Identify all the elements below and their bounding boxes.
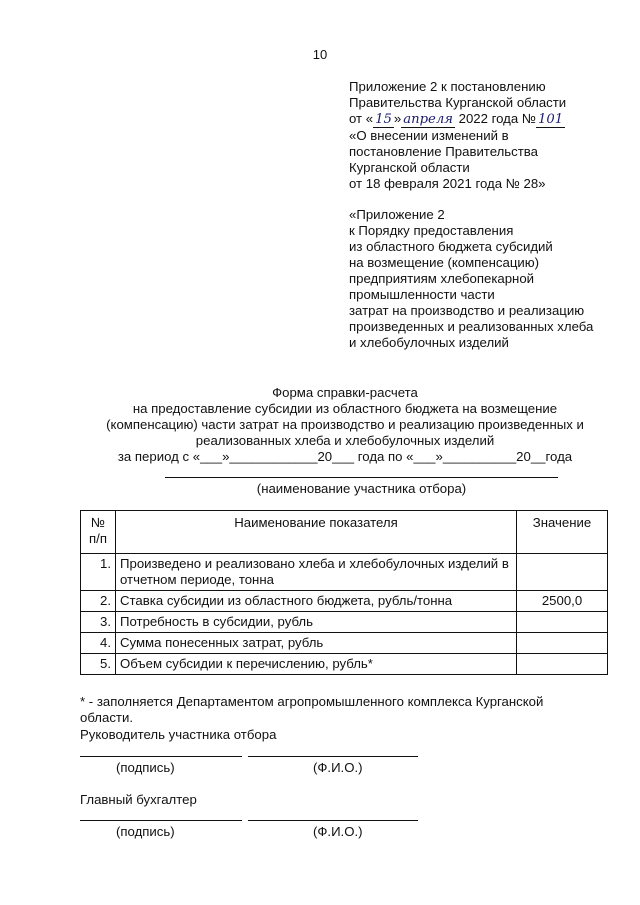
- row-indicator: Объем субсидии к перечислению, рубль*: [116, 654, 517, 675]
- header-indicator-name: Наименование показателя: [116, 511, 517, 554]
- row-indicator: Сумма понесенных затрат, рубль: [116, 633, 517, 654]
- row-value: [517, 612, 608, 633]
- procedure-line: предприятиям хлебопекарной: [349, 271, 535, 286]
- row-value: [517, 554, 608, 591]
- form-title: [80, 385, 610, 449]
- accountant-signature-line: [80, 820, 242, 821]
- head-name-caption: (Ф.И.О.): [313, 760, 363, 775]
- form-title-line: Форма справки-расчета: [272, 385, 418, 400]
- footnote: * - заполняется Департаментом агропромышленного комплекса Курганской: [80, 694, 544, 709]
- row-number: 2.: [81, 591, 116, 612]
- handwritten-number: 101: [538, 112, 564, 127]
- appendix-date-line: от « 15 » апреля 2022 года № 101: [349, 111, 564, 127]
- page-number: 10: [312, 47, 328, 62]
- header-value: Значение: [517, 511, 608, 554]
- footnote-continued: области.: [80, 710, 133, 725]
- row-number: 5.: [81, 654, 116, 675]
- chief-accountant-label: Главный бухгалтер: [80, 792, 197, 807]
- reporting-period: за период с «___»____________20___ года по «___»__________20__года: [117, 449, 573, 464]
- participant-name-caption: (наименование участника отбора): [256, 481, 467, 496]
- appendix-line: Правительства Курганской области: [349, 95, 567, 110]
- form-title-line: реализованных хлеба и хлебобулочных изделий: [195, 433, 495, 448]
- accountant-name-line: [248, 820, 418, 821]
- appendix-header: [349, 79, 634, 192]
- header-number: № п/п: [81, 511, 116, 554]
- table-row: [81, 654, 608, 675]
- procedure-line: из областного бюджета субсидий: [349, 239, 553, 254]
- appendix-line: «О внесении изменений в: [349, 128, 509, 143]
- row-indicator: Потребность в субсидии, рубль: [116, 612, 517, 633]
- row-indicator: Произведено и реализовано хлеба и хлебобулочных изделий в отчетном периоде, тонна: [116, 554, 517, 591]
- participant-name-line: [165, 477, 558, 478]
- procedure-line: на возмещение (компенсацию): [349, 255, 540, 270]
- procedure-line: произведенных и реализованных хлеба: [349, 319, 594, 334]
- row-number: 1.: [81, 554, 116, 591]
- table-header-row: [81, 511, 608, 554]
- handwritten-month: апреля: [403, 112, 453, 127]
- row-value: [517, 654, 608, 675]
- row-value: [517, 633, 608, 654]
- form-title-line: (компенсацию) части затрат на производство и реализацию произведенных и: [106, 417, 584, 432]
- accountant-signature-caption: (подпись): [116, 824, 175, 839]
- table-row: [81, 591, 608, 612]
- procedure-line: и хлебобулочных изделий: [349, 335, 509, 350]
- appendix-line: постановление Правительства: [349, 144, 538, 159]
- form-title-line: на предоставление субсидии из областного бюджета на возмещение: [132, 401, 558, 416]
- table-row: [81, 633, 608, 654]
- procedure-line: к Порядку предоставления: [349, 223, 514, 238]
- appendix-line: от 18 февраля 2021 года № 28»: [349, 176, 546, 191]
- row-value: 2500,0: [517, 591, 608, 612]
- head-name-line: [248, 756, 418, 757]
- table-row: [81, 554, 608, 591]
- head-signature-line: [80, 756, 242, 757]
- row-indicator: Ставка субсидии из областного бюджета, рубль/тонна: [116, 591, 517, 612]
- indicators-table: [80, 510, 608, 675]
- head-label: Руководитель участника отбора: [80, 727, 277, 742]
- procedure-line: промышленности части: [349, 287, 495, 302]
- appendix-line: Приложение 2 к постановлению: [349, 79, 546, 94]
- table-row: [81, 612, 608, 633]
- procedure-line: затрат на производство и реализацию: [349, 303, 585, 318]
- row-number: 4.: [81, 633, 116, 654]
- row-number: 3.: [81, 612, 116, 633]
- handwritten-day: 15: [375, 112, 392, 127]
- procedure-line: «Приложение 2: [349, 207, 445, 222]
- head-signature-caption: (подпись): [116, 760, 175, 775]
- accountant-name-caption: (Ф.И.О.): [313, 824, 363, 839]
- appendix-procedure: [349, 207, 634, 351]
- appendix-line: Курганской области: [349, 160, 470, 175]
